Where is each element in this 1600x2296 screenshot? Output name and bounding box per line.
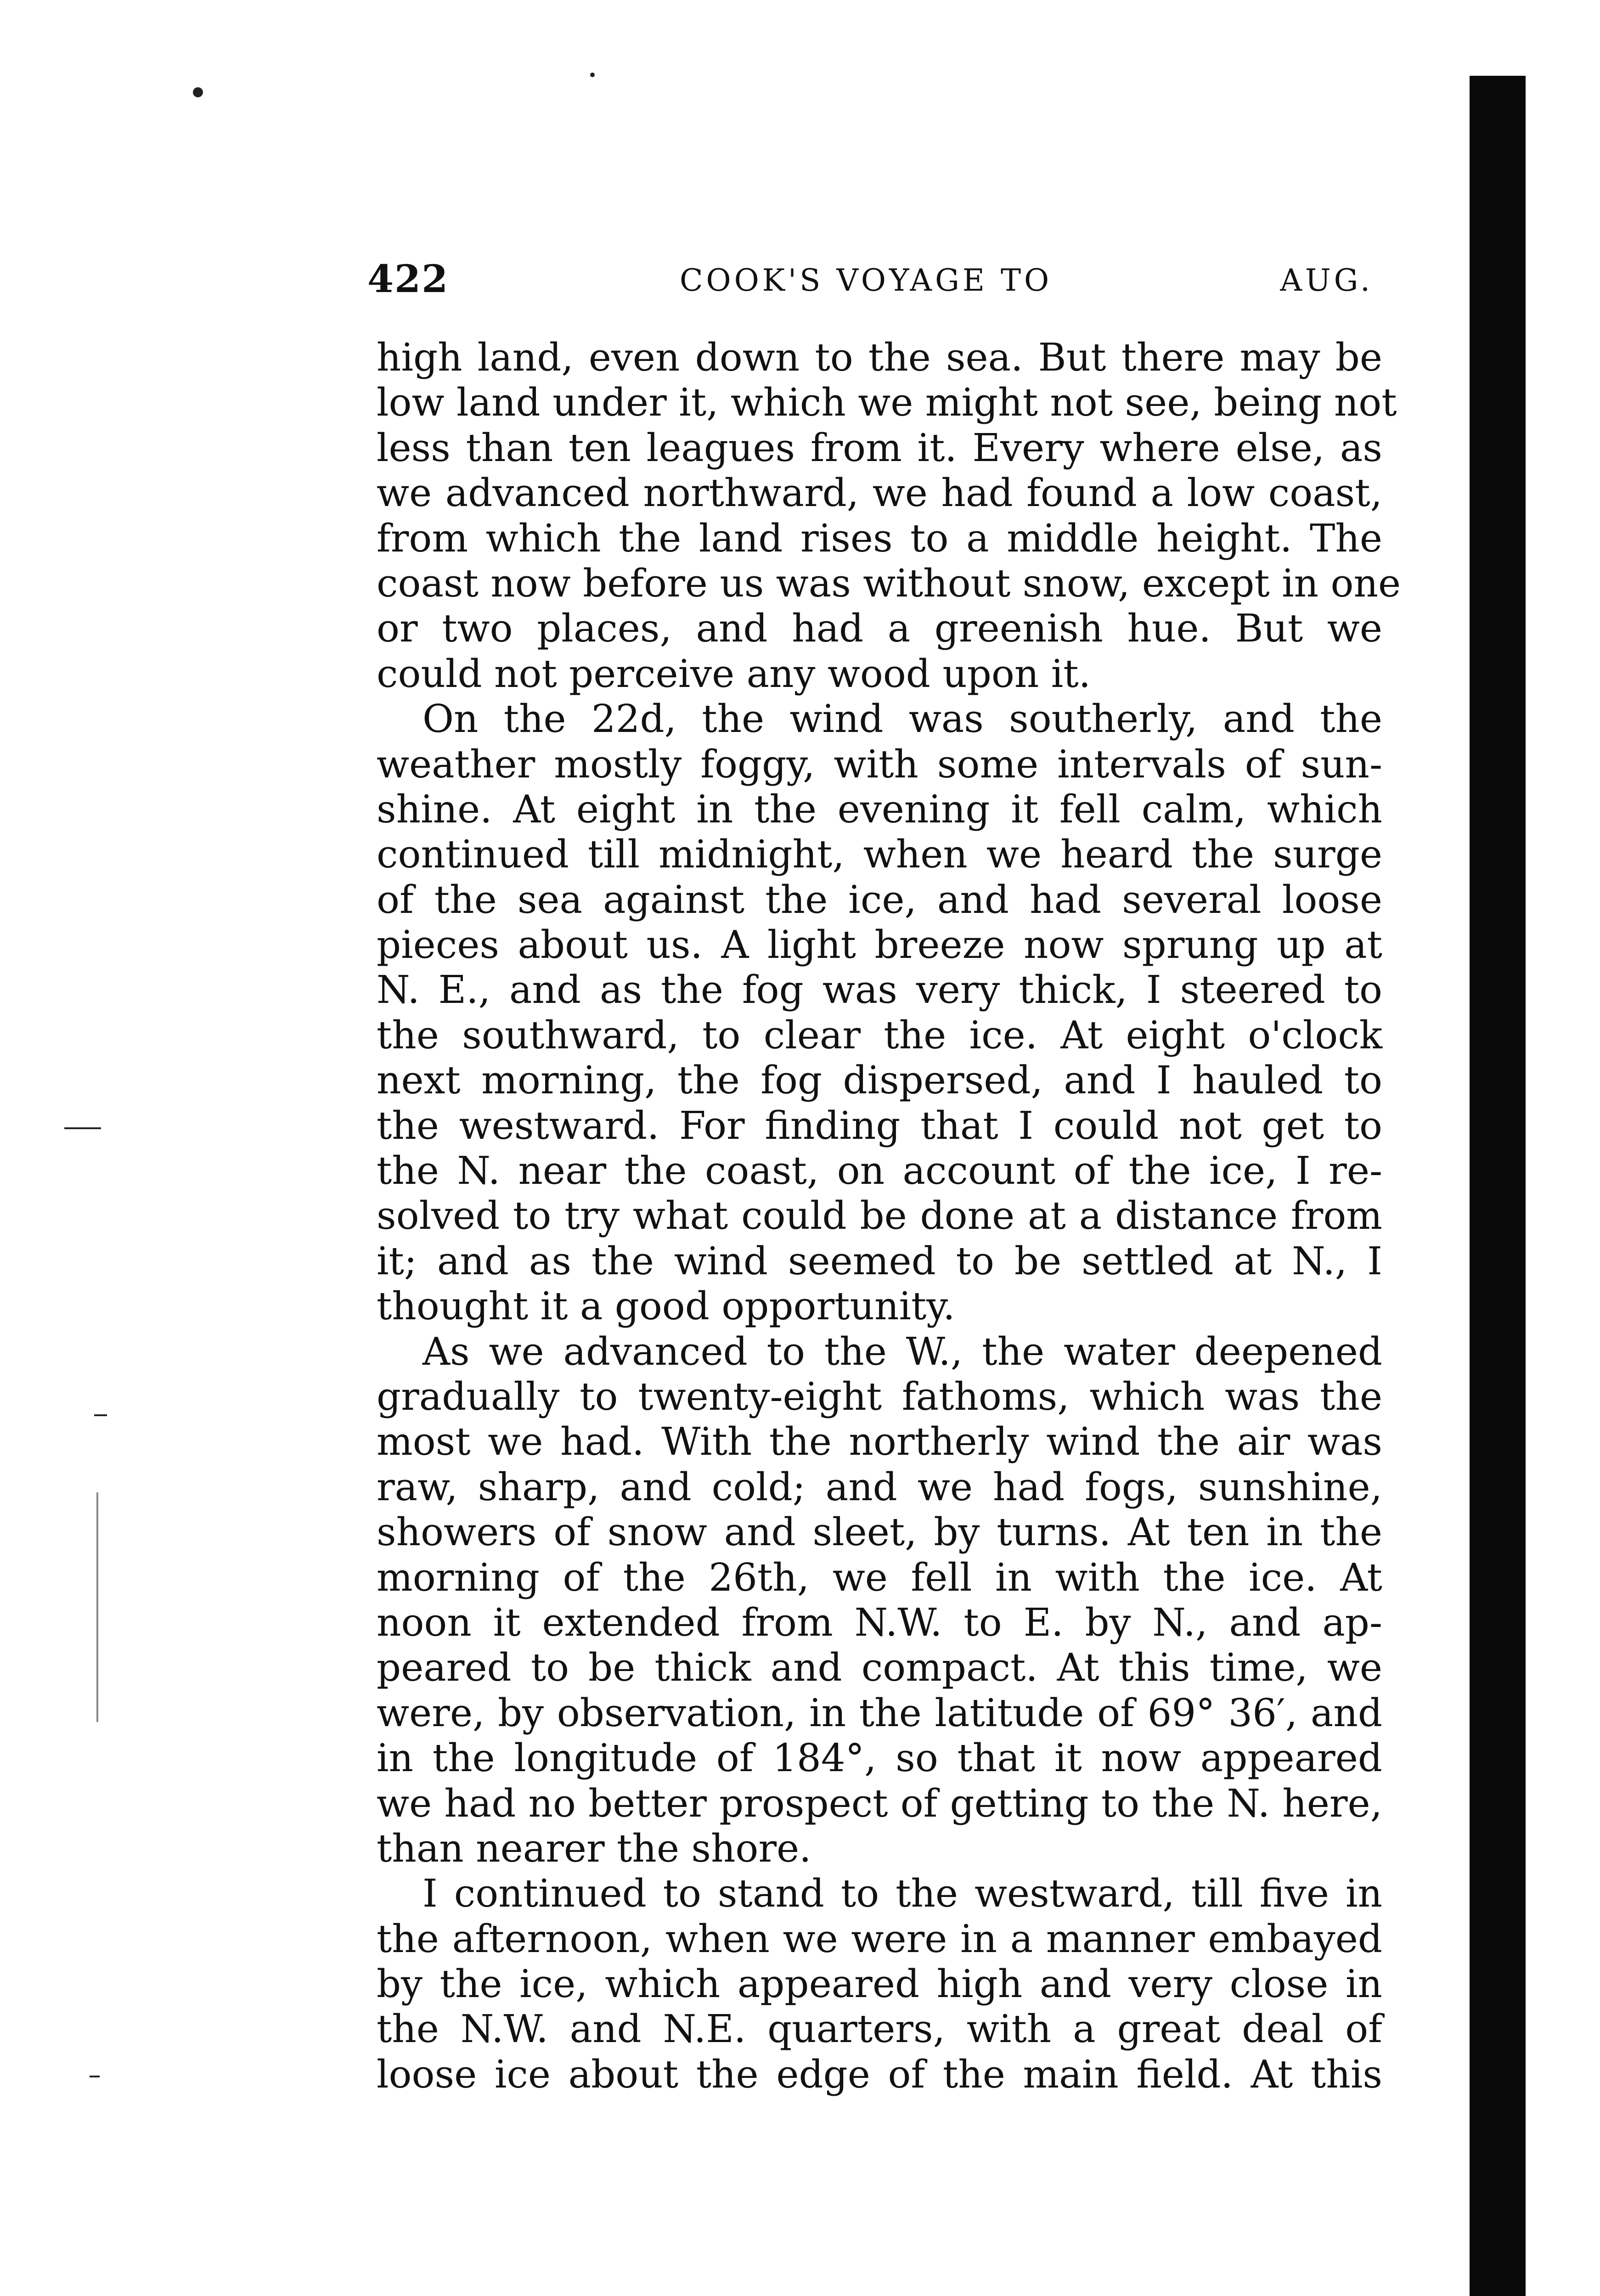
margin-mark [64,1127,101,1129]
text-line: than nearer the shore. [377,1826,811,1871]
margin-mark [96,1492,98,1722]
text-line: peared to be thick and compact. At this time, we [377,1645,1382,1690]
text-line: gradually to twenty-eight fathoms, which was the [377,1374,1382,1419]
text-line: thought it a good opportunity. [377,1284,955,1329]
text-line: could not perceive any wood upon it. [377,651,1091,696]
text-line: we had no better prospect of getting to the N. here, [377,1781,1382,1826]
text-line: the N. near the coast, on account of the ice, I re- [377,1148,1382,1193]
text-line: the afternoon, when we were in a manner embayed [377,1916,1382,1961]
paragraph [377,1871,1382,2097]
text-line: noon it extended from N.W. to E. by N., and ap- [377,1600,1382,1645]
paragraph [377,697,1382,1329]
paragraph [377,1329,1382,1872]
margin-mark [90,2076,100,2077]
margin-mark [590,73,595,77]
text-line: shine. At eight in the evening it fell calm, which [377,787,1382,832]
text-line: low land under it, which we might not see, being not [377,380,1397,425]
margin-mark [94,1414,107,1416]
running-title: COOK'S VOYAGE TO [680,263,1053,298]
text-line: continued till midnight, when we heard the surge [377,832,1382,877]
text-line: pieces about us. A light breeze now sprung up at [377,923,1382,968]
text-line: by the ice, which appeared high and very close in [377,1962,1382,2007]
text-line: N. E., and as the fog was very thick, I steered to [377,968,1382,1013]
text-line: On the 22d, the wind was southerly, and the [423,697,1382,742]
text-line: we advanced northward, we had found a low coast, [377,471,1382,516]
text-line: weather mostly foggy, with some intervals of sun- [377,742,1382,787]
paragraph [377,335,1401,697]
page-number: 422 [367,257,449,301]
text-line: it; and as the wind seemed to be settled at N., I [377,1238,1382,1283]
text-line: showers of snow and sleet, by turns. At ten in the [377,1510,1382,1555]
text-line: high land, even down to the sea. But there may be [377,335,1382,380]
text-line: solved to try what could be done at a distance from [377,1193,1382,1238]
text-line: next morning, the fog dispersed, and I hauled to [377,1058,1382,1103]
text-line: of the sea against the ice, and had several loose [377,877,1382,922]
text-line: the N.W. and N.E. quarters, with a great deal of [377,2007,1382,2052]
running-header [367,257,1373,312]
text-line: raw, sharp, and cold; and we had fogs, sunshine, [377,1464,1382,1509]
binding-edge [1470,76,1526,2296]
text-line: the westward. For finding that I could not get to [377,1103,1382,1148]
text-line: less than ten leagues from it. Every where else, as [377,425,1382,470]
text-line: As we advanced to the W., the water deepened [423,1329,1382,1374]
text-line: in the longitude of 184°, so that it now appeared [377,1736,1382,1781]
text-line: coast now before us was without snow, except in one [377,561,1401,606]
text-line: morning of the 26th, we fell in with the ice. At [377,1555,1382,1600]
text-line: the southward, to clear the ice. At eight o'clock [377,1013,1382,1058]
text-line: I continued to stand to the westward, till five in [423,1871,1382,1916]
text-line: or two places, and had a greenish hue. But we [377,606,1382,651]
text-line: loose ice about the edge of the main field. At this [377,2052,1382,2097]
text-line: from which the land rises to a middle height. The [377,516,1382,561]
running-month: AUG. [1280,263,1373,298]
margin-mark [193,87,203,97]
text-line: were, by observation, in the latitude of 69° 36′, and [377,1690,1382,1735]
text-line: most we had. With the northerly wind the air was [377,1419,1382,1464]
body-text [377,335,1401,2097]
